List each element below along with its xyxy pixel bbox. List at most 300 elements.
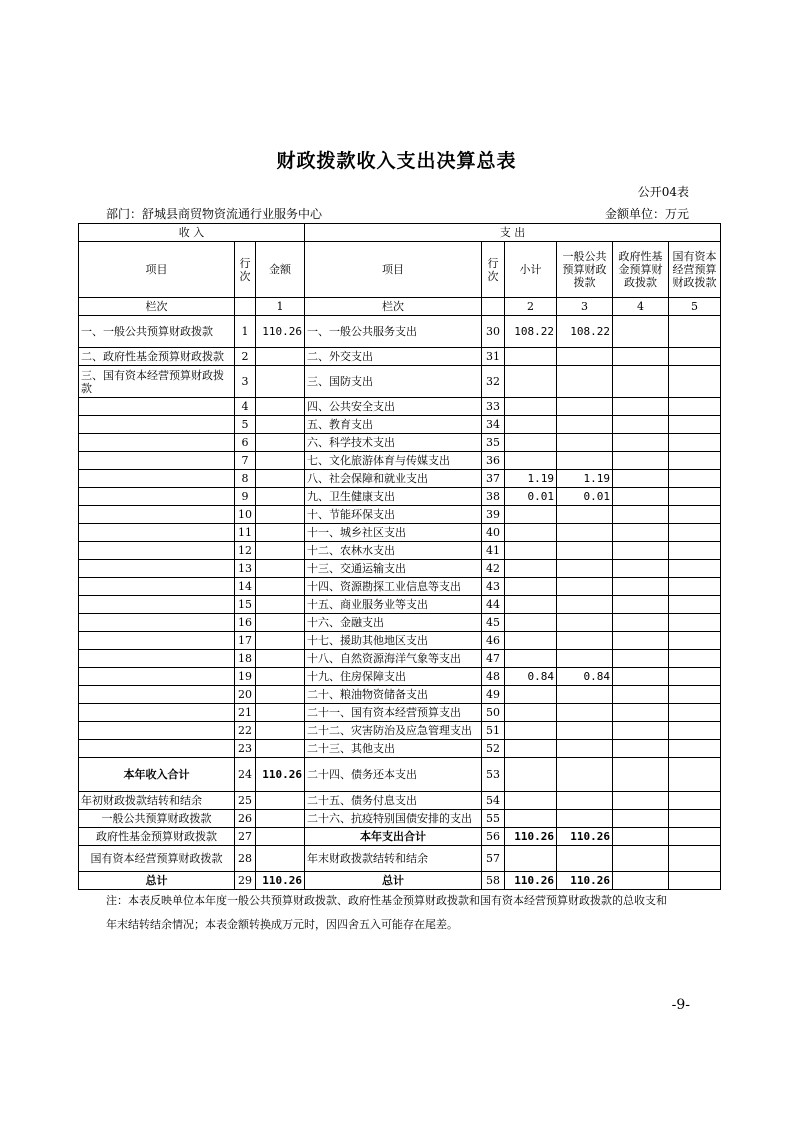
general-budget-cell <box>557 348 613 366</box>
expense-rowno-cell: 37 <box>482 470 505 488</box>
subtotal-cell <box>505 758 557 792</box>
income-rowno-cell: 6 <box>235 434 256 452</box>
gov-fund-cell <box>613 872 669 890</box>
subtotal-cell: 110.26 <box>505 872 557 890</box>
expense-header: 支 出 <box>305 224 721 242</box>
income-rowno-cell: 19 <box>235 668 256 686</box>
income-item-cell: 本年收入合计 <box>79 758 235 792</box>
income-item-cell <box>79 488 235 506</box>
state-capital-cell <box>669 506 721 524</box>
unit-label: 金额单位：万元 <box>604 207 689 221</box>
subtotal-header: 小计 <box>505 242 557 298</box>
income-item-cell <box>79 650 235 668</box>
state-capital-cell <box>669 316 721 348</box>
expense-item-header: 项目 <box>305 242 482 298</box>
income-amount-cell <box>256 596 305 614</box>
income-amount-cell <box>256 722 305 740</box>
col-index-3: 3 <box>557 298 613 316</box>
state-capital-cell <box>669 614 721 632</box>
expense-rowno-cell: 42 <box>482 560 505 578</box>
state-capital-cell <box>669 810 721 828</box>
gov-fund-cell <box>613 846 669 872</box>
state-capital-cell <box>669 758 721 792</box>
table-row <box>79 614 721 632</box>
gov-fund-cell <box>613 668 669 686</box>
income-rowno-cell: 11 <box>235 524 256 542</box>
income-amount-cell <box>256 614 305 632</box>
table-row <box>79 722 721 740</box>
income-rowno-header: 行次 <box>235 242 256 298</box>
table-row <box>79 398 721 416</box>
gov-fund-cell <box>613 650 669 668</box>
gov-fund-cell <box>613 470 669 488</box>
expense-item-cell: 十三、交通运输支出 <box>305 560 482 578</box>
expense-item-cell: 三、国防支出 <box>305 366 482 398</box>
gov-fund-cell <box>613 398 669 416</box>
gov-fund-cell <box>613 524 669 542</box>
gov-fund-cell <box>613 614 669 632</box>
budget-table <box>78 223 721 890</box>
income-item-cell <box>79 668 235 686</box>
income-amount-cell <box>256 740 305 758</box>
income-amount-cell <box>256 632 305 650</box>
state-capital-cell <box>669 542 721 560</box>
general-budget-cell <box>557 506 613 524</box>
income-item-cell <box>79 434 235 452</box>
footnote-line-2: 年末结转结余情况；本表金额转换成万元时，因四舍五入可能存在尾差。 <box>106 918 458 931</box>
income-amount-cell <box>256 810 305 828</box>
income-item-cell <box>79 722 235 740</box>
general-budget-cell <box>557 560 613 578</box>
general-budget-cell <box>557 758 613 792</box>
expense-rowno-cell: 40 <box>482 524 505 542</box>
subtotal-cell <box>505 398 557 416</box>
table-row <box>79 416 721 434</box>
income-item-cell <box>79 506 235 524</box>
income-rowno-cell: 24 <box>235 758 256 792</box>
state-capital-cell <box>669 828 721 846</box>
general-budget-cell <box>557 398 613 416</box>
subtotal-cell <box>505 542 557 560</box>
expense-item-cell: 二十五、债务付息支出 <box>305 792 482 810</box>
subtotal-cell <box>505 792 557 810</box>
expense-item-cell: 十八、自然资源海洋气象等支出 <box>305 650 482 668</box>
general-budget-cell <box>557 722 613 740</box>
income-amount-cell <box>256 650 305 668</box>
state-capital-cell <box>669 524 721 542</box>
income-amount-header: 金额 <box>256 242 305 298</box>
income-rowno-cell: 20 <box>235 686 256 704</box>
subtotal-cell: 108.22 <box>505 316 557 348</box>
gov-fund-header: 政府性基金预算财政拨款 <box>613 242 669 298</box>
general-budget-cell <box>557 434 613 452</box>
state-capital-cell <box>669 348 721 366</box>
income-item-cell <box>79 524 235 542</box>
expense-rowno-cell: 58 <box>482 872 505 890</box>
expense-item-cell: 七、文化旅游体育与传媒支出 <box>305 452 482 470</box>
expense-item-cell: 二十一、国有资本经营预算支出 <box>305 704 482 722</box>
income-amount-cell <box>256 506 305 524</box>
general-budget-header: 一般公共预算财政拨款 <box>557 242 613 298</box>
income-amount-cell <box>256 348 305 366</box>
header-row-columns <box>79 242 721 298</box>
income-item-cell: 政府性基金预算财政拨款 <box>79 828 235 846</box>
income-amount-cell <box>256 560 305 578</box>
col-index-4: 4 <box>613 298 669 316</box>
expense-rowno-cell: 41 <box>482 542 505 560</box>
state-capital-cell <box>669 470 721 488</box>
gov-fund-cell <box>613 632 669 650</box>
table-row <box>79 542 721 560</box>
subtotal-cell <box>505 506 557 524</box>
gov-fund-cell <box>613 758 669 792</box>
expense-rowno-cell: 49 <box>482 686 505 704</box>
income-rowno-cell: 17 <box>235 632 256 650</box>
state-capital-cell <box>669 596 721 614</box>
state-capital-cell <box>669 398 721 416</box>
subtotal-cell: 0.01 <box>505 488 557 506</box>
expense-item-cell: 二十四、债务还本支出 <box>305 758 482 792</box>
gov-fund-cell <box>613 348 669 366</box>
gov-fund-cell <box>613 506 669 524</box>
table-row <box>79 740 721 758</box>
expense-rowno-cell: 47 <box>482 650 505 668</box>
subtotal-cell <box>505 434 557 452</box>
income-item-cell <box>79 452 235 470</box>
expense-rowno-cell: 51 <box>482 722 505 740</box>
general-budget-cell <box>557 740 613 758</box>
expense-item-cell: 八、社会保障和就业支出 <box>305 470 482 488</box>
state-capital-cell <box>669 668 721 686</box>
table-row <box>79 686 721 704</box>
table-row <box>79 872 721 890</box>
income-item-cell <box>79 686 235 704</box>
expense-rowno-cell: 38 <box>482 488 505 506</box>
state-capital-cell <box>669 846 721 872</box>
income-rowno-cell: 23 <box>235 740 256 758</box>
expense-rowno-cell: 45 <box>482 614 505 632</box>
table-row <box>79 596 721 614</box>
blank-cell <box>235 298 256 316</box>
expense-item-cell: 十一、城乡社区支出 <box>305 524 482 542</box>
table-row <box>79 828 721 846</box>
subtotal-cell <box>505 416 557 434</box>
subtotal-cell <box>505 632 557 650</box>
income-amount-cell <box>256 488 305 506</box>
expense-rowno-cell: 32 <box>482 366 505 398</box>
expense-rowno-cell: 34 <box>482 416 505 434</box>
gov-fund-cell <box>613 596 669 614</box>
table-row <box>79 668 721 686</box>
income-item-cell <box>79 578 235 596</box>
income-item-cell: 三、国有资本经营预算财政拨款 <box>79 366 235 398</box>
expense-item-cell: 本年支出合计 <box>305 828 482 846</box>
expense-rowno-cell: 53 <box>482 758 505 792</box>
state-capital-cell <box>669 488 721 506</box>
income-amount-cell <box>256 668 305 686</box>
state-capital-cell <box>669 416 721 434</box>
expense-rowno-cell: 56 <box>482 828 505 846</box>
income-rowno-cell: 8 <box>235 470 256 488</box>
income-rowno-cell: 18 <box>235 650 256 668</box>
table-row <box>79 506 721 524</box>
expense-rowno-cell: 48 <box>482 668 505 686</box>
general-budget-cell: 110.26 <box>557 828 613 846</box>
income-rowno-cell: 22 <box>235 722 256 740</box>
expense-item-cell: 九、卫生健康支出 <box>305 488 482 506</box>
header-row-lanci <box>79 298 721 316</box>
general-budget-cell <box>557 846 613 872</box>
gov-fund-cell <box>613 828 669 846</box>
subtotal-cell <box>505 366 557 398</box>
expense-rowno-cell: 36 <box>482 452 505 470</box>
state-capital-cell <box>669 366 721 398</box>
income-rowno-cell: 29 <box>235 872 256 890</box>
expense-rowno-cell: 31 <box>482 348 505 366</box>
expense-rowno-header: 行次 <box>482 242 505 298</box>
expense-rowno-cell: 55 <box>482 810 505 828</box>
income-amount-cell <box>256 846 305 872</box>
col-index-1: 1 <box>256 298 305 316</box>
income-rowno-cell: 26 <box>235 810 256 828</box>
state-capital-header: 国有资本经营预算财政拨款 <box>669 242 721 298</box>
state-capital-cell <box>669 578 721 596</box>
subtotal-cell <box>505 596 557 614</box>
subtotal-cell: 1.19 <box>505 470 557 488</box>
general-budget-cell <box>557 542 613 560</box>
general-budget-cell <box>557 810 613 828</box>
page-title: 财政拨款收入支出决算总表 <box>276 150 517 172</box>
income-rowno-cell: 28 <box>235 846 256 872</box>
expense-rowno-cell: 30 <box>482 316 505 348</box>
table-row <box>79 434 721 452</box>
expense-rowno-cell: 54 <box>482 792 505 810</box>
expense-item-cell: 六、科学技术支出 <box>305 434 482 452</box>
income-rowno-cell: 9 <box>235 488 256 506</box>
expense-rowno-cell: 33 <box>482 398 505 416</box>
subtotal-cell <box>505 810 557 828</box>
income-amount-cell <box>256 416 305 434</box>
general-budget-cell <box>557 596 613 614</box>
table-row <box>79 578 721 596</box>
table-row <box>79 560 721 578</box>
general-budget-cell <box>557 416 613 434</box>
general-budget-cell: 110.26 <box>557 872 613 890</box>
income-item-cell: 总计 <box>79 872 235 890</box>
expense-item-cell: 十、节能环保支出 <box>305 506 482 524</box>
table-row <box>79 632 721 650</box>
income-item-cell <box>79 560 235 578</box>
expense-item-cell: 总计 <box>305 872 482 890</box>
gov-fund-cell <box>613 488 669 506</box>
table-row <box>79 758 721 792</box>
state-capital-cell <box>669 560 721 578</box>
income-item-cell <box>79 470 235 488</box>
general-budget-cell <box>557 650 613 668</box>
header-row-sections <box>79 224 721 242</box>
state-capital-cell <box>669 704 721 722</box>
gov-fund-cell <box>613 740 669 758</box>
income-amount-cell <box>256 686 305 704</box>
table-row <box>79 452 721 470</box>
expense-item-cell: 年末财政拨款结转和结余 <box>305 846 482 872</box>
subtotal-cell <box>505 650 557 668</box>
expense-item-cell: 十七、援助其他地区支出 <box>305 632 482 650</box>
state-capital-cell <box>669 434 721 452</box>
expense-item-cell: 五、教育支出 <box>305 416 482 434</box>
gov-fund-cell <box>613 578 669 596</box>
lanci-label: 栏次 <box>79 298 235 316</box>
expense-item-cell: 十二、农林水支出 <box>305 542 482 560</box>
gov-fund-cell <box>613 366 669 398</box>
income-amount-cell <box>256 828 305 846</box>
gov-fund-cell <box>613 560 669 578</box>
income-rowno-cell: 15 <box>235 596 256 614</box>
expense-item-cell: 二十、粮油物资储备支出 <box>305 686 482 704</box>
state-capital-cell <box>669 792 721 810</box>
table-row <box>79 792 721 810</box>
income-header: 收 入 <box>79 224 305 242</box>
footnote-line-1: 注：本表反映单位本年度一般公共预算财政拨款、政府性基金预算财政拨款和国有资本经营预算财政拨款的总收支和 <box>106 894 667 907</box>
table-row <box>79 488 721 506</box>
expense-item-cell: 十四、资源勘探工业信息等支出 <box>305 578 482 596</box>
subtotal-cell <box>505 740 557 758</box>
col-index-5: 5 <box>669 298 721 316</box>
income-rowno-cell: 10 <box>235 506 256 524</box>
table-row <box>79 846 721 872</box>
expense-rowno-cell: 43 <box>482 578 505 596</box>
gov-fund-cell <box>613 542 669 560</box>
subtotal-cell: 110.26 <box>505 828 557 846</box>
table-row <box>79 524 721 542</box>
expense-rowno-cell: 39 <box>482 506 505 524</box>
income-rowno-cell: 16 <box>235 614 256 632</box>
subtotal-cell <box>505 452 557 470</box>
income-rowno-cell: 21 <box>235 704 256 722</box>
income-item-cell <box>79 704 235 722</box>
page-number: -9- <box>671 997 690 1013</box>
subtotal-cell <box>505 704 557 722</box>
income-amount-cell <box>256 366 305 398</box>
expense-item-cell: 二十三、其他支出 <box>305 740 482 758</box>
gov-fund-cell <box>613 704 669 722</box>
income-amount-cell: 110.26 <box>256 316 305 348</box>
income-amount-cell <box>256 524 305 542</box>
state-capital-cell <box>669 872 721 890</box>
income-item-cell: 年初财政拨款结转和结余 <box>79 792 235 810</box>
income-item-cell: 一般公共预算财政拨款 <box>79 810 235 828</box>
income-rowno-cell: 7 <box>235 452 256 470</box>
table-row <box>79 470 721 488</box>
income-item-header: 项目 <box>79 242 235 298</box>
income-rowno-cell: 25 <box>235 792 256 810</box>
state-capital-cell <box>669 452 721 470</box>
expense-rowno-cell: 50 <box>482 704 505 722</box>
table-row <box>79 366 721 398</box>
income-item-cell: 二、政府性基金预算财政拨款 <box>79 348 235 366</box>
expense-item-cell: 四、公共安全支出 <box>305 398 482 416</box>
col-index-2: 2 <box>505 298 557 316</box>
general-budget-cell <box>557 366 613 398</box>
gov-fund-cell <box>613 434 669 452</box>
income-rowno-cell: 3 <box>235 366 256 398</box>
blank-cell <box>482 298 505 316</box>
subtotal-cell <box>505 560 557 578</box>
income-rowno-cell: 2 <box>235 348 256 366</box>
general-budget-cell <box>557 614 613 632</box>
state-capital-cell <box>669 686 721 704</box>
subtotal-cell <box>505 348 557 366</box>
gov-fund-cell <box>613 316 669 348</box>
income-amount-cell <box>256 398 305 416</box>
income-item-cell <box>79 632 235 650</box>
expense-item-cell: 十五、商业服务业等支出 <box>305 596 482 614</box>
general-budget-cell <box>557 524 613 542</box>
income-item-cell: 一、一般公共预算财政拨款 <box>79 316 235 348</box>
expense-rowno-cell: 57 <box>482 846 505 872</box>
income-amount-cell <box>256 704 305 722</box>
subtotal-cell <box>505 722 557 740</box>
income-amount-cell: 110.26 <box>256 758 305 792</box>
general-budget-cell <box>557 578 613 596</box>
income-amount-cell <box>256 578 305 596</box>
expense-rowno-cell: 35 <box>482 434 505 452</box>
form-number: 公开04表 <box>637 185 689 199</box>
income-item-cell: 国有资本经营预算财政拨款 <box>79 846 235 872</box>
income-rowno-cell: 4 <box>235 398 256 416</box>
general-budget-cell: 0.84 <box>557 668 613 686</box>
expense-rowno-cell: 44 <box>482 596 505 614</box>
table-row <box>79 348 721 366</box>
table-row <box>79 810 721 828</box>
income-rowno-cell: 14 <box>235 578 256 596</box>
state-capital-cell <box>669 722 721 740</box>
income-item-cell <box>79 614 235 632</box>
subtotal-cell <box>505 578 557 596</box>
expense-item-cell: 二十二、灾害防治及应急管理支出 <box>305 722 482 740</box>
expense-rowno-cell: 46 <box>482 632 505 650</box>
income-rowno-cell: 12 <box>235 542 256 560</box>
gov-fund-cell <box>613 792 669 810</box>
gov-fund-cell <box>613 452 669 470</box>
general-budget-cell: 0.01 <box>557 488 613 506</box>
general-budget-cell <box>557 632 613 650</box>
general-budget-cell <box>557 792 613 810</box>
income-rowno-cell: 27 <box>235 828 256 846</box>
income-item-cell <box>79 596 235 614</box>
expense-item-cell: 十九、住房保障支出 <box>305 668 482 686</box>
table-row <box>79 650 721 668</box>
lanci-label: 栏次 <box>305 298 482 316</box>
state-capital-cell <box>669 740 721 758</box>
subtotal-cell <box>505 846 557 872</box>
gov-fund-cell <box>613 416 669 434</box>
income-item-cell <box>79 416 235 434</box>
general-budget-cell: 108.22 <box>557 316 613 348</box>
general-budget-cell <box>557 704 613 722</box>
general-budget-cell: 1.19 <box>557 470 613 488</box>
subtotal-cell: 0.84 <box>505 668 557 686</box>
income-item-cell <box>79 740 235 758</box>
income-item-cell <box>79 542 235 560</box>
expense-item-cell: 一、一般公共服务支出 <box>305 316 482 348</box>
income-rowno-cell: 1 <box>235 316 256 348</box>
expense-rowno-cell: 52 <box>482 740 505 758</box>
income-amount-cell: 110.26 <box>256 872 305 890</box>
gov-fund-cell <box>613 722 669 740</box>
table-row <box>79 316 721 348</box>
department-label: 部门：舒城县商贸物资流通行业服务中心 <box>106 207 323 221</box>
